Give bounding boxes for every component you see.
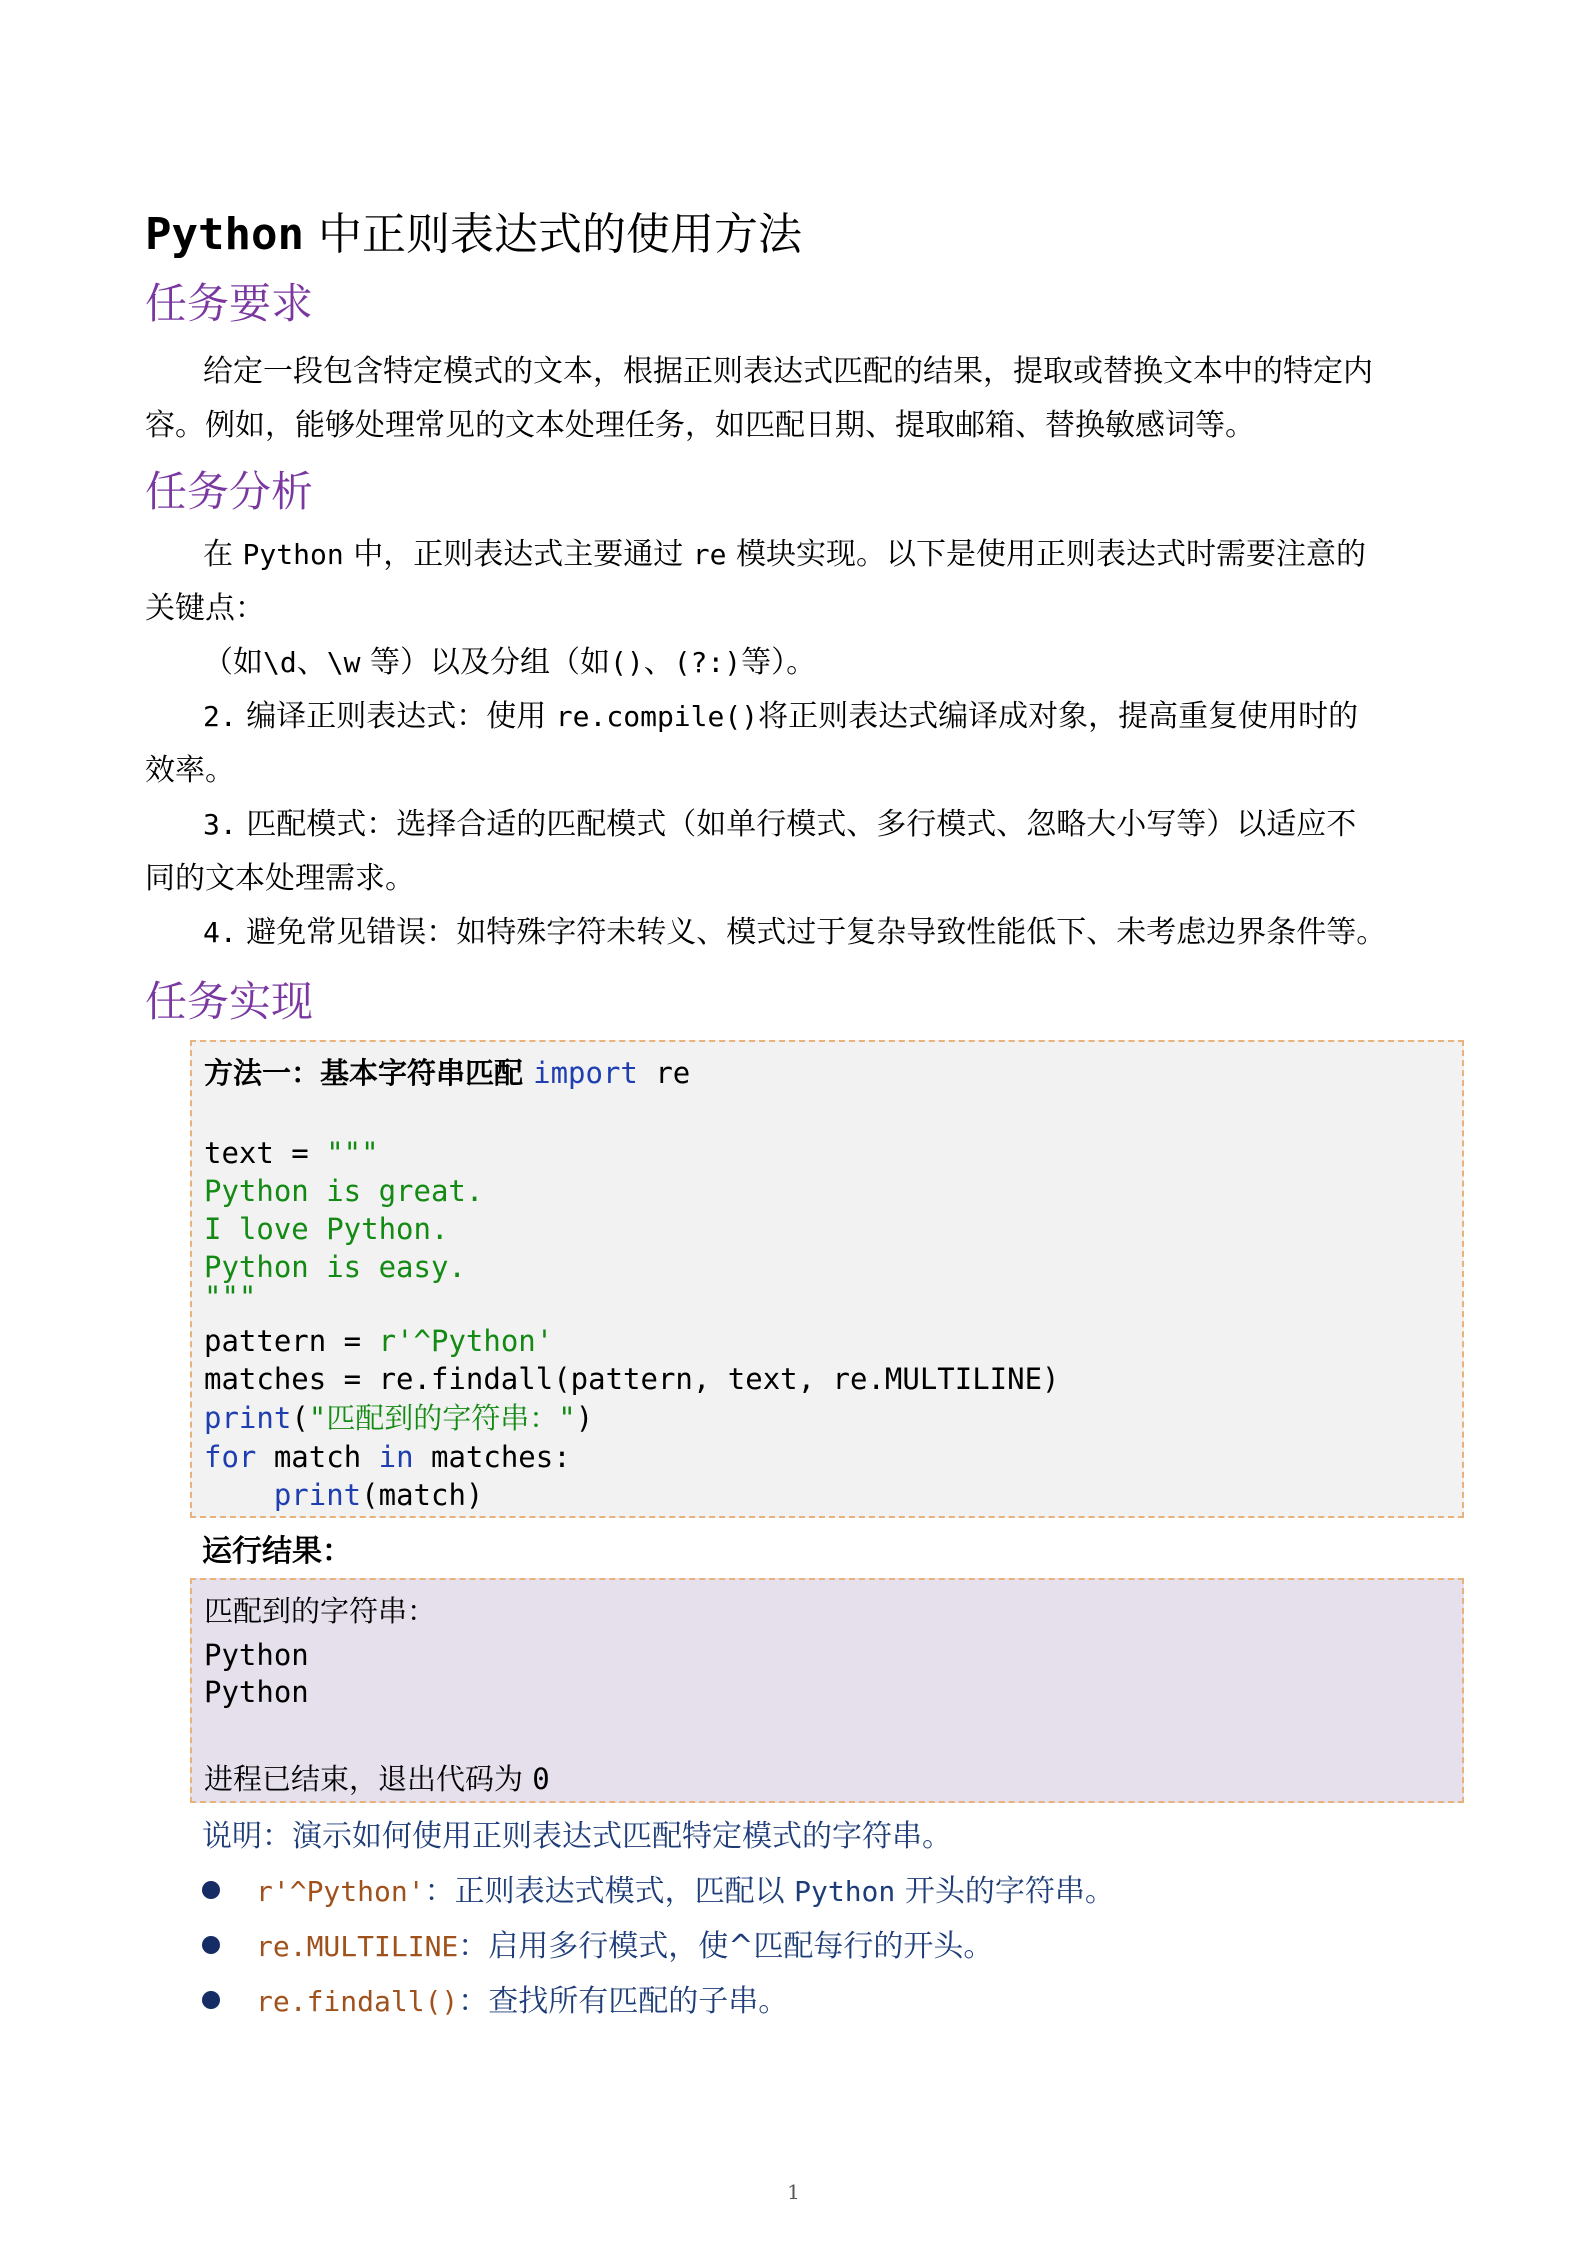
code-line-10: print("匹配到的字符串：")	[204, 1401, 594, 1435]
code-line-9: matches = re.findall(pattern, text, re.MULTILINE)	[204, 1362, 1060, 1396]
code-line-4: Python is great.	[204, 1174, 484, 1208]
page-number: 1	[787, 2180, 800, 2204]
code-line-5: I love Python.	[204, 1212, 449, 1246]
analysis-item-1: （如\d、\w 等）以及分组（如()、(?:)等）。	[203, 645, 817, 680]
output-line-1: 匹配到的字符串：	[204, 1594, 437, 1628]
code-line-8: pattern = r'^Python'	[204, 1324, 554, 1358]
title-rest: 中正则表达式的使用方法	[303, 209, 802, 260]
document-title	[145, 205, 802, 265]
requirements-line-2: 容。例如，能够处理常见的文本处理任务，如匹配日期、提取邮箱、替换敏感词等。	[145, 408, 1255, 443]
analysis-item-2-cont: 效率。	[145, 753, 235, 788]
output-line-3: Python	[204, 1675, 309, 1709]
inline-python: Python	[242, 538, 344, 571]
heading-analysis: 任务分析	[145, 467, 314, 516]
analysis-item-2: 2. 编译正则表达式：使用 re.compile()将正则表达式编译成对象，提高重复使用时的	[203, 699, 1359, 734]
result-label: 运行结果：	[202, 1534, 352, 1569]
code-line-7: """	[204, 1280, 257, 1314]
analysis-intro-line-1: 在 Python 中，正则表达式主要通过 re 模块实现。以下是使用正则表达式时需要注意的	[203, 537, 1367, 572]
output-line-2: Python	[204, 1638, 309, 1672]
inline-re: re	[692, 538, 727, 571]
bullet-dot-icon	[202, 1991, 220, 2009]
bullet-item: re.MULTILINE：启用多行模式，使^匹配每行的开头。	[202, 1922, 993, 1972]
heading-implementation: 任务实现	[145, 977, 314, 1026]
title-python: Python	[145, 209, 304, 260]
analysis-item-3: 3. 匹配模式：选择合适的匹配模式（如单行模式、多行模式、忽略大小写等）以适应不	[203, 807, 1357, 842]
requirements-line-1: 给定一段包含特定模式的文本，根据正则表达式匹配的结果，提取或替换文本中的特定内	[203, 354, 1373, 389]
code-line-3: text = """	[204, 1136, 379, 1170]
explanation-note: 说明：演示如何使用正则表达式匹配特定模式的字符串。	[202, 1819, 952, 1854]
bullet-dot-icon	[202, 1881, 220, 1899]
heading-requirements: 任务要求	[145, 279, 314, 328]
code-line-6: Python is easy.	[204, 1250, 466, 1284]
code-block	[190, 1040, 1464, 1518]
bullet-item: re.findall()：查找所有匹配的子串。	[202, 1977, 788, 2027]
method-label: 方法一：基本字符串匹配	[204, 1056, 534, 1090]
bullet-item: r'^Python'：正则表达式模式，匹配以 Python 开头的字符串。	[202, 1867, 1115, 1917]
output-block	[190, 1578, 1464, 1803]
output-exit-line: 进程已结束，退出代码为 0	[204, 1762, 550, 1796]
code-line-1: 方法一：基本字符串匹配 import re	[204, 1056, 691, 1090]
code-line-12: print(match)	[273, 1478, 484, 1512]
analysis-intro-line-2: 关键点：	[145, 591, 265, 626]
analysis-item-3-cont: 同的文本处理需求。	[145, 861, 415, 896]
code-line-11: for match in matches:	[204, 1440, 571, 1474]
bullet-dot-icon	[202, 1936, 220, 1954]
analysis-item-4: 4. 避免常见错误：如特殊字符未转义、模式过于复杂导致性能低下、未考虑边界条件等。	[203, 915, 1387, 950]
